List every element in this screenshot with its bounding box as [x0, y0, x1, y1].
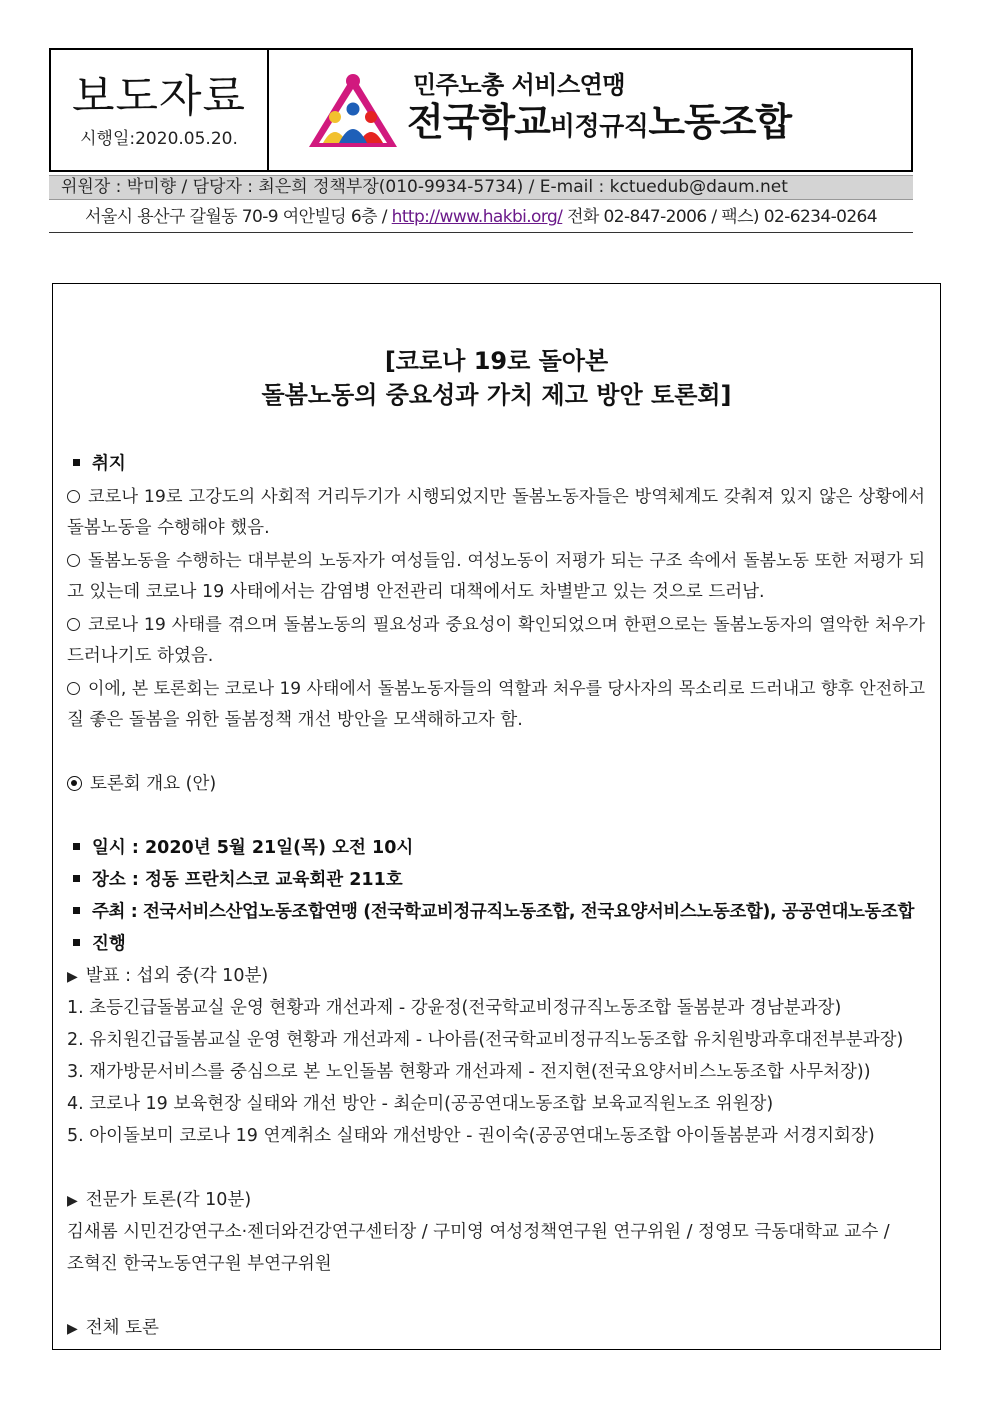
purpose-item-4-text-a: 이에, 본 토론회는 코로나 19 사태에서 돌봄노동자들의 역할과 처우를 당사자의 목소리로 드러내고 향후 안전하고	[88, 679, 925, 699]
purpose-item-1-line-1	[67, 482, 925, 507]
title-line-1: [코로나 19로 돌아본	[384, 347, 609, 375]
overview-heading	[67, 770, 216, 795]
phone-fax-text: 전화 02-847-2006 / 팩스) 02-6234-0264	[562, 207, 877, 227]
event-date-text: 일시 : 2020년 5월 21일(목) 오전 10시	[92, 838, 414, 858]
presentation-item: 2. 유치원긴급돌봄교실 운영 현황과 개선과제 - 나아름(전국학교비정규직노동조합 유치원방과후대전부분과장)	[67, 1030, 904, 1050]
triangle-bullet-icon: ▶	[67, 1321, 78, 1337]
experts-line-1: 김새롬 시민건강연구소·젠더와건강연구센터장 / 구미영 여성정책연구원 연구위원 / 정영모 극동대학교 교수 /	[67, 1222, 890, 1242]
event-venue	[67, 866, 403, 891]
square-bullet-icon	[73, 939, 80, 946]
address-text: 서울시 용산구 갈월동 70-9 여안빌딩 6층 /	[85, 207, 392, 227]
purpose-heading-text: 취지	[92, 454, 126, 474]
event-date	[67, 834, 413, 859]
union-name-part-3: 노동조합	[648, 99, 792, 144]
presentations-heading	[67, 962, 268, 987]
circle-bullet-icon	[67, 490, 80, 503]
purpose-item-2-line-2: 고 있는데 코로나 19 사태에서는 감염병 안전관리 대책에서도 차별받고 있는 것으로 드러남.	[67, 582, 765, 602]
circle-bullet-icon	[67, 682, 80, 695]
square-bullet-icon	[73, 843, 80, 850]
experts-line-2: 조혁진 한국노동연구원 부연구위원	[67, 1254, 332, 1274]
event-host	[67, 898, 914, 923]
press-release-label-box	[51, 50, 269, 170]
contact-line: 위원장 : 박미향 / 담당자 : 최은희 정책부장(010-9934-5734) / E-mail : kctuedub@daum.net	[49, 175, 913, 200]
event-host-text: 주최 : 전국서비스산업노동조합연맹 (전국학교비정규직노동조합, 전국요양서비스노동조합), 공공연대노동조합	[92, 902, 914, 922]
purpose-item-2-text-a: 돌봄노동을 수행하는 대부분의 노동자가 여성들임. 여성노동이 저평가 되는 구조 속에서 돌봄노동 또한 저평가 되	[88, 551, 925, 571]
release-date: 시행일:2020.05.20.	[80, 128, 238, 149]
title-line-2: 돌봄노동의 중요성과 가치 제고 방안 토론회]	[261, 381, 732, 409]
union-name	[407, 71, 791, 150]
union-logo-area	[269, 50, 911, 170]
union-name-part-1: 전국학교	[407, 99, 550, 144]
presentation-item: 1. 초등긴급돌봄교실 운영 현황과 개선과제 - 강윤정(전국학교비정규직노동조합 돌봄분과 경남분과장)	[67, 998, 842, 1018]
square-bullet-icon	[73, 459, 80, 466]
radio-bullet-icon	[67, 776, 82, 791]
square-bullet-icon	[73, 875, 80, 882]
purpose-item-4-line-2: 질 좋은 돌봄을 위한 돌봄정책 개선 방안을 모색해하고자 함.	[67, 710, 523, 730]
event-venue-text: 장소 : 정동 프란치스코 교육회관 211호	[92, 870, 403, 890]
purpose-item-3-line-1	[67, 610, 925, 635]
purpose-heading	[67, 450, 126, 475]
general-discussion	[67, 1314, 159, 1339]
purpose-item-1-text-a: 코로나 19로 고강도의 사회적 거리두기가 시행되었지만 돌봄노동자들은 방역체계도 갖춰져 있지 않은 상황에서	[88, 487, 925, 507]
purpose-item-3-line-2: 드러나기도 하였음.	[67, 646, 214, 666]
website-link[interactable]: http://www.hakbi.org/	[391, 207, 563, 227]
presentation-item: 4. 코로나 19 보육현장 실태와 개선 방안 - 최순미(공공연대노동조합 보육교직원노조 위원장)	[67, 1094, 774, 1114]
presentation-item: 3. 재가방문서비스를 중심으로 본 노인돌봄 현황과 개선과제 - 전지현(전국요양서비스노동조합 사무처장))	[67, 1062, 871, 1082]
square-bullet-icon	[73, 907, 80, 914]
union-logo-icon	[305, 69, 401, 151]
press-release-title: 보도자료	[71, 70, 246, 122]
document-title	[53, 344, 940, 412]
document-body	[52, 283, 941, 1350]
circle-bullet-icon	[67, 554, 80, 567]
experts-heading-text: 전문가 토론(각 10분)	[85, 1190, 252, 1210]
progress-heading-text: 진행	[92, 934, 126, 954]
purpose-item-1-line-2: 돌봄노동을 수행해야 했음.	[67, 518, 270, 538]
circle-bullet-icon	[67, 618, 80, 631]
union-full-name	[407, 99, 791, 150]
progress-heading	[67, 930, 126, 955]
triangle-bullet-icon: ▶	[67, 969, 78, 985]
address-line	[49, 203, 913, 233]
presentations-heading-text: 발표 : 섭외 중(각 10분)	[85, 966, 269, 986]
federation-name: 민주노총 서비스연맹	[413, 70, 626, 99]
triangle-bullet-icon: ▶	[67, 1193, 78, 1209]
experts-heading	[67, 1186, 251, 1211]
purpose-item-3-text-a: 코로나 19 사태를 겪으며 돌봄노동의 필요성과 중요성이 확인되었으며 한편으로는 돌봄노동자의 열악한 처우가	[88, 615, 925, 635]
purpose-item-4-line-1	[67, 674, 925, 699]
press-header	[49, 48, 913, 172]
general-discussion-text: 전체 토론	[85, 1318, 159, 1338]
purpose-item-2-line-1	[67, 546, 925, 571]
overview-heading-text: 토론회 개요 (안)	[90, 774, 217, 794]
presentation-item: 5. 아이돌보미 코로나 19 연계취소 실태와 개선방안 - 권이숙(공공연대노동조합 아이돌봄분과 서경지회장)	[67, 1126, 875, 1146]
union-name-part-2: 비정규직	[549, 111, 649, 142]
